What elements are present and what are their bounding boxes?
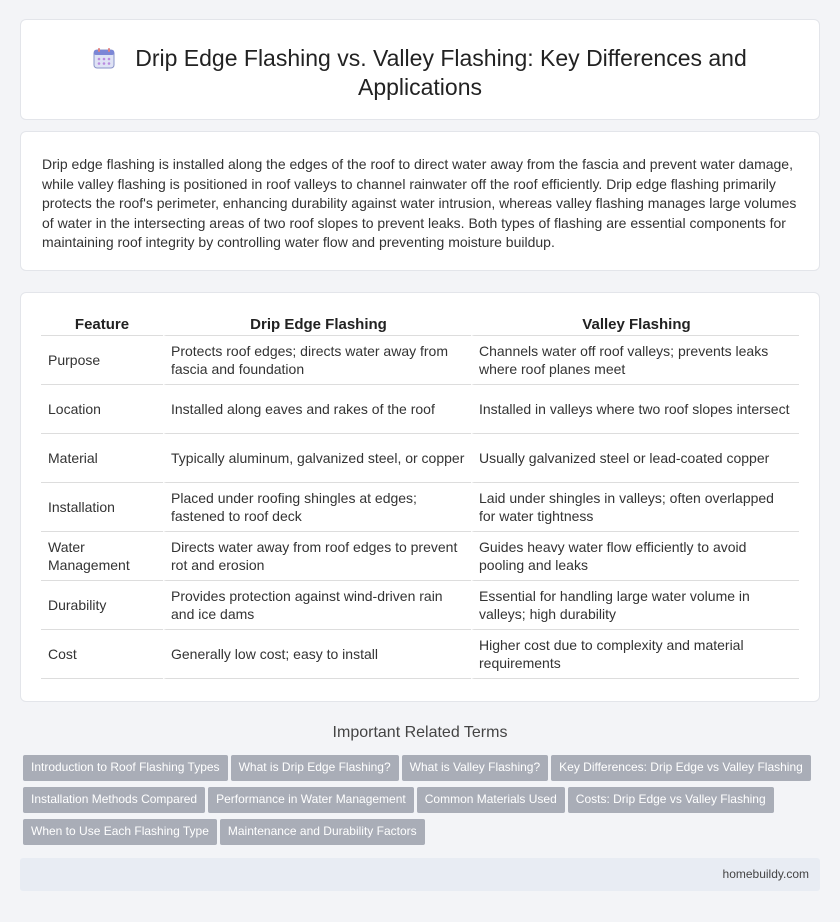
- intro-card: [20, 131, 820, 271]
- related-term-tag[interactable]: Common Materials Used: [417, 787, 565, 813]
- related-term-tag[interactable]: Key Differences: Drip Edge vs Valley Flashing: [551, 755, 811, 781]
- table-row: [41, 483, 799, 532]
- row-valley: Guides heavy water flow efficiently to avoid pooling and leaks: [471, 532, 799, 581]
- related-terms-heading: Important Related Terms: [332, 724, 508, 741]
- footer-site[interactable]: homebuildy.com: [722, 867, 809, 881]
- row-feature: Cost: [41, 630, 163, 679]
- table-row: [41, 336, 799, 385]
- related-term-tag[interactable]: What is Valley Flashing?: [402, 755, 549, 781]
- row-valley: Laid under shingles in valleys; often overlapped for water tightness: [471, 483, 799, 532]
- table-row: [41, 532, 799, 581]
- page-title: Drip Edge Flashing vs. Valley Flashing: Key Differences and Applications: [135, 45, 747, 100]
- row-valley: Higher cost due to complexity and material requirements: [471, 630, 799, 679]
- row-feature: Durability: [41, 581, 163, 630]
- row-drip-edge: Directs water away from roof edges to prevent rot and erosion: [163, 532, 471, 581]
- calendar-icon: [93, 47, 115, 69]
- related-term-tag[interactable]: When to Use Each Flashing Type: [23, 819, 217, 845]
- row-valley: Installed in valleys where two roof slopes intersect: [471, 385, 799, 434]
- related-term-tag[interactable]: Costs: Drip Edge vs Valley Flashing: [568, 787, 774, 813]
- title-card: [20, 19, 820, 120]
- comparison-table: [41, 314, 799, 679]
- row-valley: Channels water off roof valleys; prevents leaks where roof planes meet: [471, 336, 799, 385]
- row-feature: Water Management: [41, 532, 163, 581]
- row-valley: Usually galvanized steel or lead-coated copper: [471, 434, 799, 483]
- row-drip-edge: Placed under roofing shingles at edges; fastened to roof deck: [163, 483, 471, 532]
- table-row: [41, 630, 799, 679]
- footer: [20, 858, 820, 891]
- related-term-tag[interactable]: Maintenance and Durability Factors: [220, 819, 425, 845]
- header-drip-edge: Drip Edge Flashing: [163, 314, 471, 336]
- row-feature: Material: [41, 434, 163, 483]
- row-feature: Location: [41, 385, 163, 434]
- related-term-tag[interactable]: What is Drip Edge Flashing?: [231, 755, 399, 781]
- header-feature: Feature: [41, 314, 163, 336]
- intro-paragraph: Drip edge flashing is installed along the edges of the roof to direct water away from the fascia and prevent water damage, while valley flashing is positioned in roof valleys to channel rainwater off the roof efficiently. Drip edge flashing primarily protects the roof's perimeter, enhancing durability against water intrusion, whereas valley flashing manages large volumes of water in the intersecting areas of two roof slopes to prevent leaks. Both types of flashing are essential components for maintaining roof integrity by controlling water flow and preventing moisture buildup.: [42, 156, 797, 250]
- table-row: [41, 581, 799, 630]
- row-drip-edge: Installed along eaves and rakes of the roof: [163, 385, 471, 434]
- header-valley: Valley Flashing: [471, 314, 799, 336]
- table-row: [41, 385, 799, 434]
- related-term-tag[interactable]: Installation Methods Compared: [23, 787, 205, 813]
- related-term-tag[interactable]: Performance in Water Management: [208, 787, 414, 813]
- row-feature: Installation: [41, 483, 163, 532]
- row-feature: Purpose: [41, 336, 163, 385]
- table-header-row: [41, 314, 799, 336]
- comparison-card: [20, 292, 820, 702]
- row-valley: Essential for handling large water volume in valleys; high durability: [471, 581, 799, 630]
- row-drip-edge: Generally low cost; easy to install: [163, 630, 471, 679]
- row-drip-edge: Provides protection against wind-driven rain and ice dams: [163, 581, 471, 630]
- table-row: [41, 434, 799, 483]
- related-term-tag[interactable]: Introduction to Roof Flashing Types: [23, 755, 228, 781]
- related-terms-list: [23, 755, 823, 851]
- page-title-wrap: [21, 44, 819, 102]
- row-drip-edge: Protects roof edges; directs water away from fascia and foundation: [163, 336, 471, 385]
- row-drip-edge: Typically aluminum, galvanized steel, or copper: [163, 434, 471, 483]
